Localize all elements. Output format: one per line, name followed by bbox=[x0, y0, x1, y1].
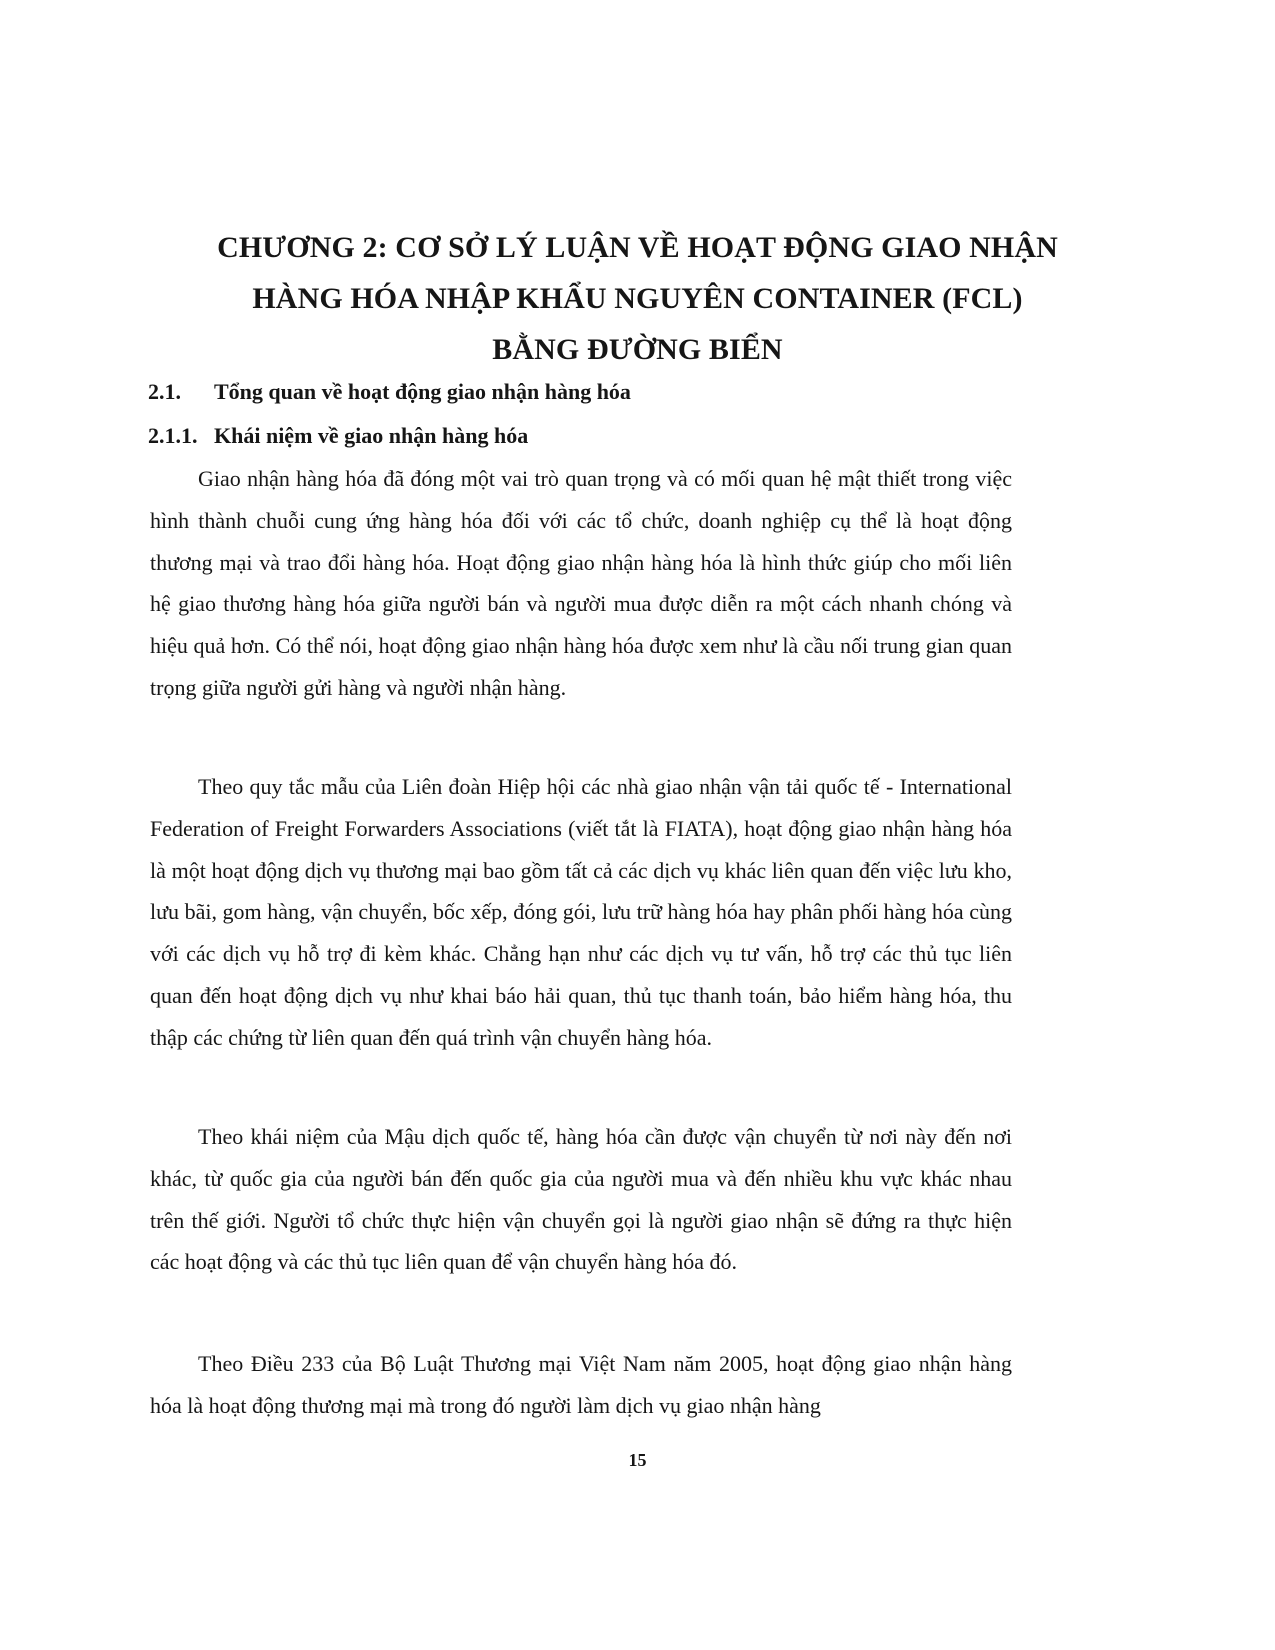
page-number: 15 bbox=[628, 1450, 647, 1470]
paragraph-4: Theo Điều 233 của Bộ Luật Thương mại Việt Nam năm 2005, hoạt động giao nhận hàng hóa là hoạt động thương mại mà trong đó người làm dịch vụ giao nhận hàng bbox=[150, 1351, 1012, 1418]
subsection-number: 2.1.1. bbox=[148, 423, 198, 448]
section-title: Tổng quan về hoạt động giao nhận hàng hóa bbox=[214, 379, 631, 404]
section-number: 2.1. bbox=[148, 379, 181, 404]
chapter-title-line-1: CHƯƠNG 2: CƠ SỞ LÝ LUẬN VỀ HOẠT ĐỘNG GIAO NHẬN bbox=[217, 231, 1058, 264]
paragraph-1: Giao nhận hàng hóa đã đóng một vai trò quan trọng và có mối quan hệ mật thiết trong việc hình thành chuỗi cung ứng hàng hóa đối với các tổ chức, doanh nghiệp cụ thể là hoạt động thương mại và trao đổi hàng hóa. Hoạt động giao nhận hàng hóa là hình thức giúp cho mối liên hệ giao thương hàng hóa giữa người bán và người mua được diễn ra một cách nhanh chóng và hiệu quả hơn. Có thể nói, hoạt động giao nhận hàng hóa được xem như là cầu nối trung gian quan trọng giữa người gửi hàng và người nhận hàng. bbox=[150, 466, 1012, 700]
subsection-heading bbox=[148, 421, 528, 451]
paragraph-2: Theo quy tắc mẫu của Liên đoàn Hiệp hội các nhà giao nhận vận tải quốc tế - International Federation of Freight Forwarders Associations (viết tắt là FIATA), hoạt động giao nhận hàng hóa là một hoạt động dịch vụ thương mại bao gồm tất cả các dịch vụ khác liên quan đến việc lưu kho, lưu bãi, gom hàng, vận chuyển, bốc xếp, đóng gói, lưu trữ hàng hóa hay phân phối hàng hóa cùng với các dịch vụ hỗ trợ đi kèm khác. Chẳng hạn như các dịch vụ tư vấn, hỗ trợ các thủ tục liên quan đến hoạt động dịch vụ như khai báo hải quan, thủ tục thanh toán, bảo hiểm hàng hóa, thu thập các chứng từ liên quan đến quá trình vận chuyển hàng hóa. bbox=[150, 774, 1012, 1050]
chapter-title bbox=[120, 222, 1155, 375]
section-heading bbox=[148, 377, 631, 407]
paragraph-3: Theo khái niệm của Mậu dịch quốc tế, hàng hóa cần được vận chuyển từ nơi này đến nơi khác, từ quốc gia của người bán đến quốc gia của người mua và đến nhiều khu vực khác nhau trên thế giới. Người tổ chức thực hiện vận chuyển gọi là người giao nhận sẽ đứng ra thực hiện các hoạt động và các thủ tục liên quan để vận chuyển hàng hóa đó. bbox=[150, 1124, 1012, 1275]
chapter-title-line-3: BẰNG ĐƯỜNG BIỂN bbox=[492, 333, 783, 366]
subsection-title: Khái niệm về giao nhận hàng hóa bbox=[214, 423, 529, 448]
chapter-title-line-2: HÀNG HÓA NHẬP KHẨU NGUYÊN CONTAINER (FCL) bbox=[252, 282, 1023, 315]
